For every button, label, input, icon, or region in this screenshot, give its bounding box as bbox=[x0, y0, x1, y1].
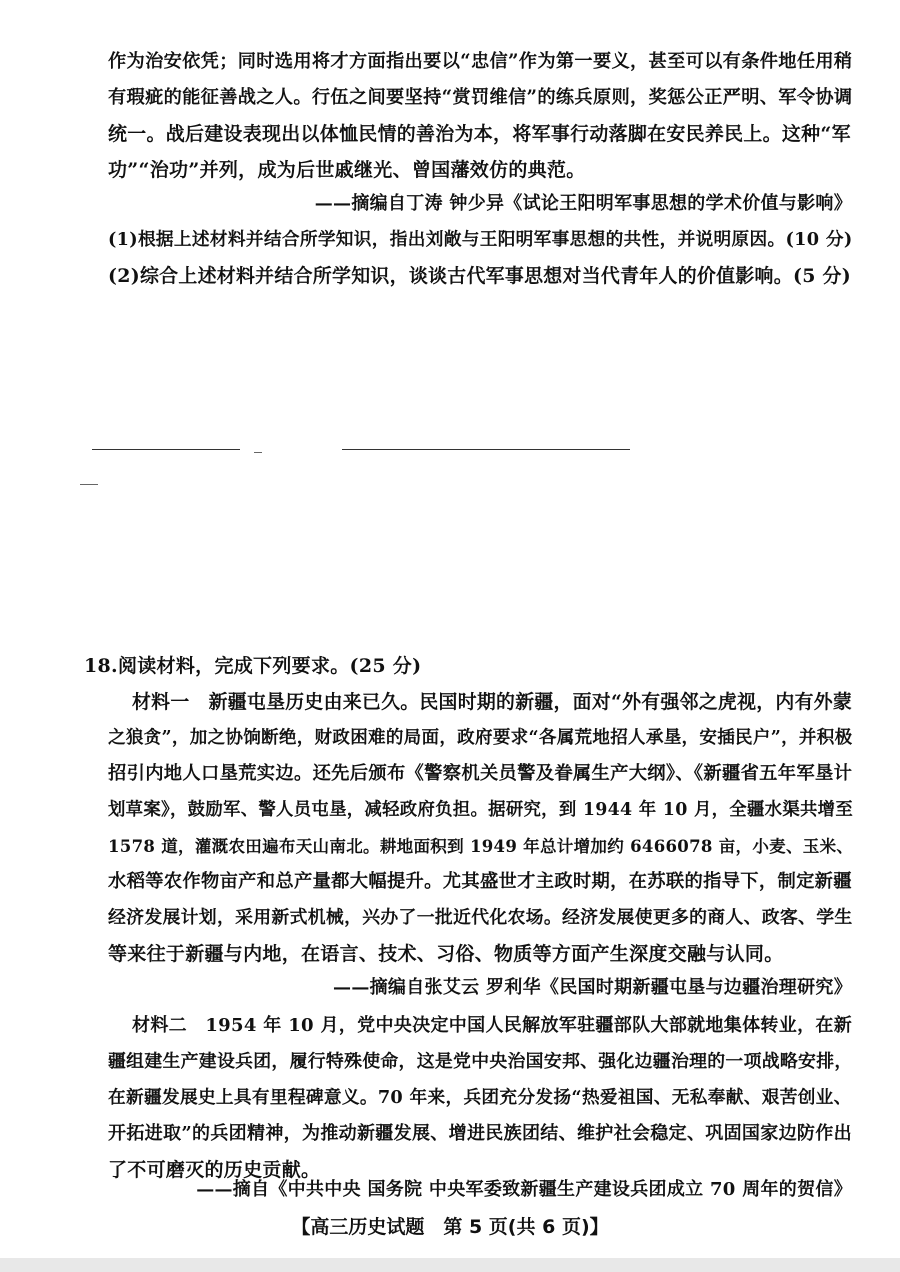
top-material-line-4: 功”“治功”并列，成为后世戚继光、曾国藩效仿的典范。 bbox=[108, 159, 586, 181]
page-footer: 【高三历史试题 第 5 页(共 6 页)】 bbox=[291, 1216, 609, 1238]
q18-m2-line-2: 疆组建生产建设兵团，履行特殊使命，这是党中央治国安邦、强化边疆治理的一项战略安排， bbox=[108, 1051, 853, 1072]
q18-m1-line-3: 招引内地人口垦荒实边。还先后颁布《警察机关员警及眷属生产大纲》、《新疆省五年军垦计 bbox=[108, 763, 853, 784]
q18-m1-line-4: 划草案》，鼓励军、警人员屯垦，减轻政府负担。据研究，到 1944 年 10 月，全疆水渠共增至 bbox=[108, 800, 854, 820]
q18-m1-line-1: 材料一 新疆屯垦历史由来已久。民国时期的新疆，面对“外有强邻之虎视，内有外蒙 bbox=[132, 691, 853, 713]
q18-title: 18.阅读材料，完成下列要求。(25 分) bbox=[84, 655, 422, 677]
top-material-line-3: 统一。战后建设表现出以体恤民情的善治为本，将军事行动落脚在安民养民上。这种“军 bbox=[108, 123, 851, 145]
q18-m2-source: ——摘自《中共中央 国务院 中央军委致新疆生产建设兵团成立 70 周年的贺信》 bbox=[196, 1179, 852, 1200]
q18-m1-line-7: 经济发展计划，采用新式机械，兴办了一批近代化农场。经济发展使更多的商人、政客、学生 bbox=[108, 907, 853, 928]
q18-m1-line-5: 1578 道，灌溉农田遍布天山南北。耕地面积到 1949 年总计增加约 6466078 亩，小麦、玉米、 bbox=[108, 836, 854, 856]
q18-m2-line-4: 开拓进取”的兵团精神，为推动新疆发展、增进民族团结、维护社会稳定、巩固国家边防作出 bbox=[108, 1123, 852, 1144]
answer-rule-right bbox=[342, 449, 630, 450]
answer-rule-mark bbox=[80, 484, 98, 485]
q18-m2-line-5: 了不可磨灭的历史贡献。 bbox=[108, 1159, 321, 1181]
q18-m1-line-8: 等来往于新疆与内地，在语言、技术、习俗、物质等方面产生深度交融与认同。 bbox=[108, 943, 784, 965]
q17-part-2: (2)综合上述材料并结合所学知识，谈谈古代军事思想对当代青年人的价值影响。(5 分) bbox=[108, 265, 851, 287]
top-material-source: ——摘编自丁涛 钟少异《试论王阳明军事思想的学术价值与影响》 bbox=[314, 193, 852, 214]
top-material-line-2: 有瑕疵的能征善战之人。行伍之间要坚持“赏罚维信”的练兵原则，奖惩公正严明、军令协调 bbox=[108, 87, 853, 108]
q18-m2-line-1: 材料二 1954 年 10 月，党中央决定中国人民解放军驻疆部队大部就地集体转业，在新 bbox=[132, 1015, 853, 1036]
q18-m2-line-3: 在新疆发展史上具有里程碑意义。70 年来，兵团充分发扬“热爱祖国、无私奉献、艰苦创业、 bbox=[108, 1087, 852, 1108]
scan-edge bbox=[0, 1258, 900, 1272]
q18-m1-line-6: 水稻等农作物亩产和总产量都大幅提升。尤其盛世才主政时期，在苏联的指导下，制定新疆 bbox=[108, 871, 852, 892]
q18-m1-source: ——摘编自张艾云 罗利华《民国时期新疆屯垦与边疆治理研究》 bbox=[333, 977, 852, 998]
answer-rule-dot bbox=[254, 452, 262, 453]
q17-part-1: (1)根据上述材料并结合所学知识，指出刘敞与王阳明军事思想的共性，并说明原因。(10 分) bbox=[108, 229, 853, 250]
q18-m1-line-2: 之狼贪”，加之协饷断绝，财政困难的局面，政府要求“各属荒地招人承垦，安插民户”，并积极 bbox=[108, 728, 853, 748]
top-material-line-1: 作为治安依凭；同时选用将才方面指出要以“忠信”作为第一要义，甚至可以有条件地任用稍 bbox=[108, 51, 853, 72]
answer-rule-left bbox=[92, 449, 240, 450]
